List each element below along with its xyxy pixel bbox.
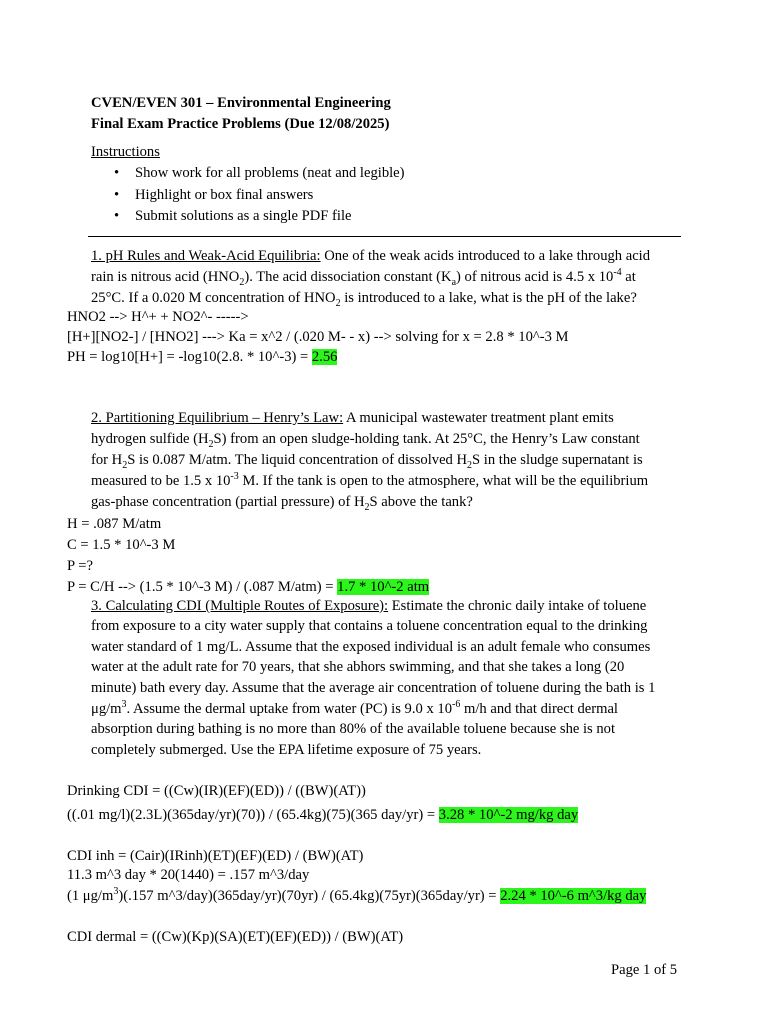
p3-inhalation-answer: 2.24 * 10^-6 m^3/kg day [500,888,647,904]
problem-3-line: completely submerged. Use the EPA lifetime exposure of 75 years. [91,742,482,758]
instruction-item: • Submit solutions as a single PDF file [90,206,405,228]
instruction-item: • Highlight or box final answers [90,185,405,207]
problem-1-title: 1. pH Rules and Weak-Acid Equilibria: [91,248,321,264]
p2-work-line: P = C/H --> (1.5 * 10^-3 M) / (.087 M/atm) = 1.7 * 10^-2 atm [67,579,430,595]
problem-3-title: 3. Calculating CDI (Multiple Routes of Exposure): [91,598,389,614]
problem-2-line: gas-phase concentration (partial pressure) of $H_2S$ above the tank? [91,494,473,513]
problem-2-title: 2. Partitioning Equilibrium – Henry’s Law: [91,410,344,426]
problem-3-line: from exposure to a city water supply that contains a toluene concentration equal to the drinking [91,618,648,634]
p3-drinking-formula: Drinking CDI = ((Cw)(IR)(EF)(ED)) / ((BW)(AT)) [67,783,366,799]
problem-1-line: 25°C. If a 0.020 M concentration of $HNO_2$ is introduced to a lake, what is the pH of the lake? [91,290,637,309]
p3-dermal-formula: CDI dermal = ((Cw)(Kp)(SA)(ET)(EF)(ED)) / (BW)(AT) [67,929,404,945]
problem-3-line: absorption during bathing is no more than 80% of the available toluene because she is not [91,721,616,737]
problem-3-line: water standard of 1 mg/L. Assume that the exposed individual is an adult female who consumes [91,639,651,655]
p1-work-line: HNO2 --> H^+ + NO2^- -----> [67,309,249,325]
course-title: CVEN/EVEN 301 – Environmental Engineering [91,95,391,111]
exam-subtitle: Final Exam Practice Problems (Due 12/08/2025) [91,116,390,132]
page-number: Page 1 of 5 [611,962,678,978]
problem-3-line: water at the adult rate for 70 years, that she abhors swimming, and that she takes a long (20 [91,659,625,675]
instruction-item: • Show work for all problems (neat and legible) [90,163,405,185]
problem-2-line: hydrogen sulfide $(H_2S)$ from an open sludge-holding tank. At 25°C, the Henry’s Law constant [91,431,640,450]
problem-3-line: minute) bath every day. Assume that the average air concentration of toluene during the bath is 1 [91,680,656,696]
p3-inhalation-work: (1 $\mu g/m^3)(.157$ m^3/day)(365day/yr)(70yr) / (65.4kg)(75yr)(365day/yr) = 2.24 * 10^-6 m^3/kg day [67,886,647,904]
problem-1-line: 1. pH Rules and Weak-Acid Equilibria: One of the weak acids introduced to a lake through acid [91,248,651,264]
p2-work-line: P =? [67,558,93,574]
p2-work-line: C = 1.5 * 10^-3 M [67,537,176,553]
problem-3-line: $\mu g/m^3$. Assume the dermal uptake from water (PC) is 9.0 x $10^{-6}$ m/h and that direct dermal [91,699,618,717]
problem-1-line: rain is nitrous acid $(HNO_2)$. The acid dissociation constant $(K_a)$ of nitrous acid is 4.5 x $10^{-4}$ at [91,267,636,288]
instructions-list [90,163,405,228]
p2-work-line: H = .087 M/atm [67,516,162,532]
p3-drinking-work: ((.01 mg/l)(2.3L)(365day/yr)(70)) / (65.4kg)(75)(365 day/yr) = 3.28 * 10^-2 mg/kg day [67,807,579,823]
section-divider [88,236,681,237]
p1-answer: 2.56 [311,349,338,365]
p3-inhalation-work: 11.3 m^3 day * 20(1440) = .157 m^3/day [67,867,310,883]
p1-work-line: [H+][NO2-] / [HNO2] ---> Ka = x^2 / (.020 M- - x) --> solving for x = 2.8 * 10^-3 M [67,329,569,345]
p1-work-line: PH = log10[H+] = -log10(2.8. * 10^-3) = 2.56 [67,349,338,365]
p2-answer: 1.7 * 10^-2 atm [337,579,430,595]
problem-2-line: 2. Partitioning Equilibrium – Henry’s Law: A municipal wastewater treatment plant emits [91,410,614,426]
instructions-heading: Instructions [91,144,160,160]
p3-drinking-answer: 3.28 * 10^-2 mg/kg day [438,807,579,823]
problem-2-line: measured to be 1.5 x $10^{-3}$ M. If the tank is open to the atmosphere, what will be the equilibrium [91,471,649,489]
problem-2-line: for $H_2S$ is 0.087 M/atm. The liquid concentration of dissolved $H_2S$ in the sludge supernatant is [91,452,643,471]
p3-inhalation-formula: CDI inh = (Cair)(IRinh)(ET)(EF)(ED) / (BW)(AT) [67,848,364,864]
problem-3-line: 3. Calculating CDI (Multiple Routes of Exposure): Estimate the chronic daily intake of toluene [91,598,647,614]
